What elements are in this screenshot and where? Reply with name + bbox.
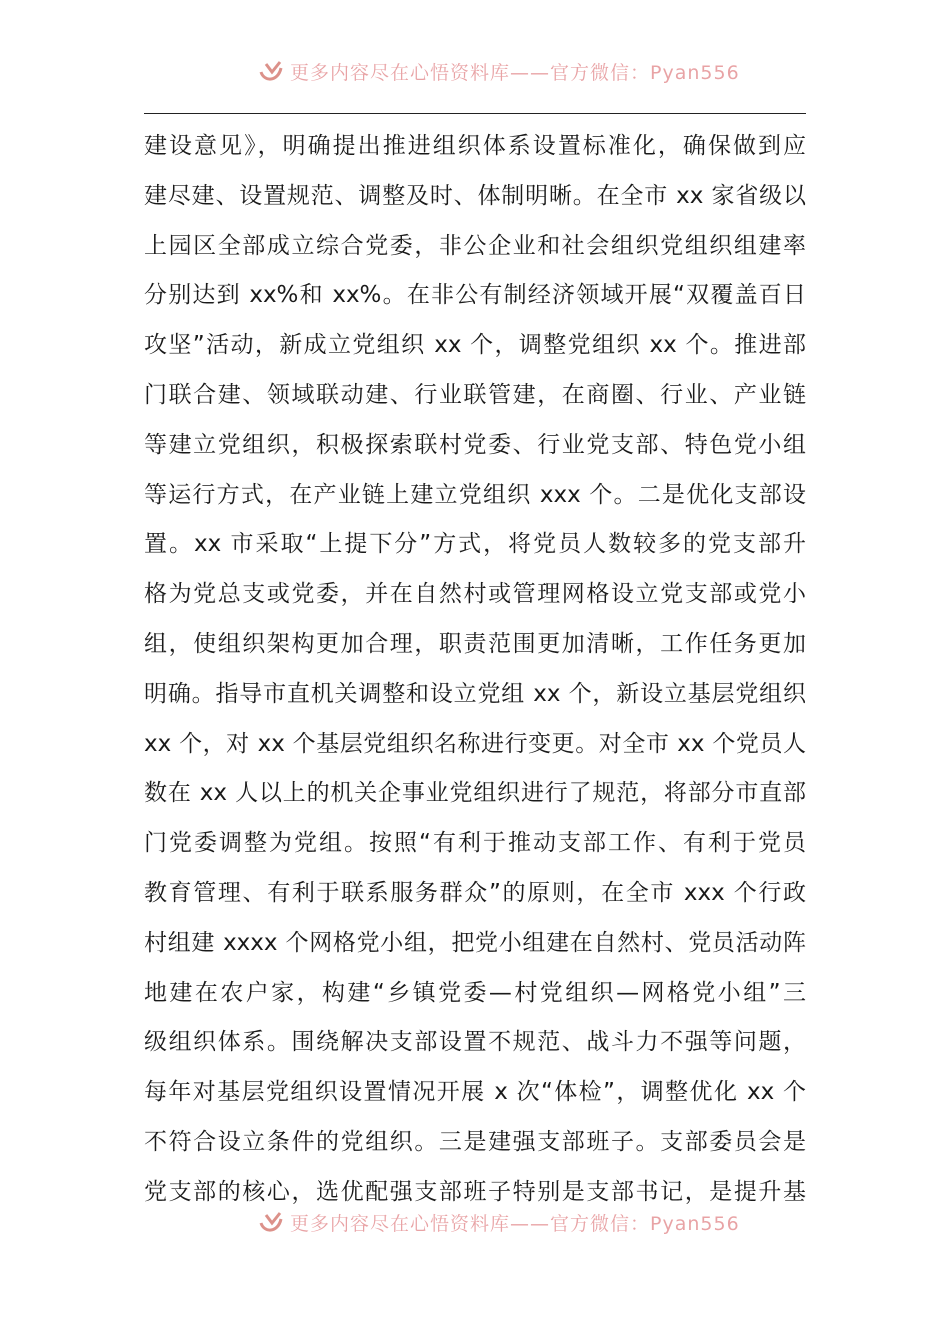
- body-line: 门联合建、领域联动建、行业联管建，在商圈、行业、产业链: [144, 381, 806, 408]
- body-line: xx 个，对 xx 个基层党组织名称进行变更。对全市 xx 个党员人: [144, 730, 806, 757]
- body-line: 数在 xx 人以上的机关企事业党组织进行了规范，将部分市直部: [144, 780, 806, 807]
- body-line: 攻坚”活动，新成立党组织 xx 个，调整党组织 xx 个。推进部: [144, 332, 806, 359]
- body-line: 等运行方式，在产业链上建立党组织 xxx 个。二是优化支部设: [144, 481, 806, 508]
- watermark-text: 更多内容尽在心悟资料库——官方微信：Pyan556: [290, 1212, 740, 1235]
- body-line: 不符合设立条件的党组织。三是建强支部班子。支部委员会是: [144, 1128, 806, 1155]
- watermark-text: 更多内容尽在心悟资料库——官方微信：Pyan556: [290, 61, 740, 84]
- body-line: 等建立党组织，积极探索联村党委、行业党支部、特色党小组: [144, 431, 806, 458]
- header-divider: [144, 113, 806, 114]
- footer-watermark: [258, 1207, 740, 1237]
- brand-logo-icon: [258, 1209, 284, 1235]
- body-line: 级组织体系。围绕解决支部设置不规范、战斗力不强等问题，: [144, 1029, 806, 1056]
- body-line: 党支部的核心，选优配强支部班子特别是支部书记，是提升基: [144, 1178, 806, 1205]
- body-line: 建尽建、设置规范、调整及时、体制明晰。在全市 xx 家省级以: [144, 182, 806, 209]
- document-body: [144, 122, 806, 1218]
- body-line: 教育管理、有利于联系服务群众”的原则，在全市 xxx 个行政: [144, 879, 806, 906]
- body-line: 建设意见》，明确提出推进组织体系设置标准化，确保做到应: [144, 133, 806, 159]
- body-line: 分别达到 xx%和 xx%。在非公有制经济领域开展“双覆盖百日: [144, 282, 806, 309]
- body-line: 门党委调整为党组。按照“有利于推动支部工作、有利于党员: [144, 830, 806, 857]
- body-line: 置。xx 市采取“上提下分”方式，将党员人数较多的党支部升: [144, 531, 806, 558]
- body-line: 上园区全部成立综合党委，非公企业和社会组织党组织组建率: [144, 232, 806, 259]
- brand-logo-icon: [258, 58, 284, 84]
- body-line: 明确。指导市直机关调整和设立党组 xx 个，新设立基层党组织: [144, 680, 806, 707]
- body-line: 格为党总支或党委，并在自然村或管理网格设立党支部或党小: [144, 581, 806, 608]
- header-watermark: [258, 56, 740, 86]
- body-line: 每年对基层党组织设置情况开展 x 次“体检”，调整优化 xx 个: [144, 1079, 806, 1106]
- body-line: 组，使组织架构更加合理，职责范围更加清晰，工作任务更加: [144, 630, 806, 657]
- body-line: 地建在农户家，构建“乡镇党委—村党组织—网格党小组”三: [144, 979, 806, 1006]
- body-line: 村组建 xxxx 个网格党小组，把党小组建在自然村、党员活动阵: [144, 929, 806, 956]
